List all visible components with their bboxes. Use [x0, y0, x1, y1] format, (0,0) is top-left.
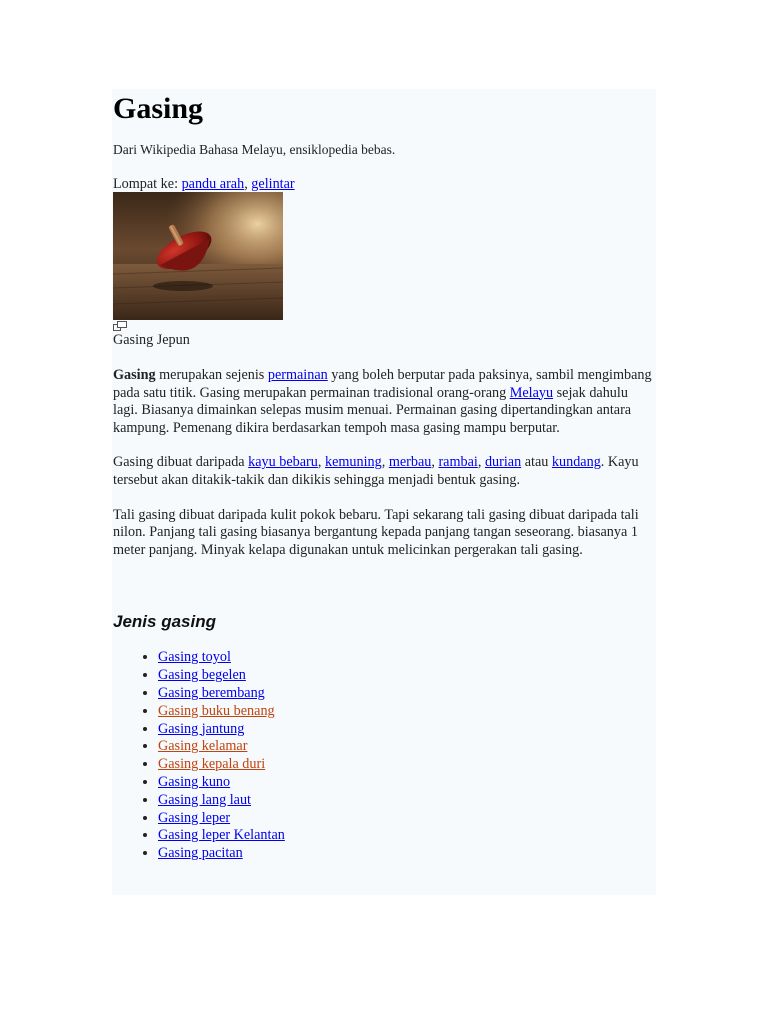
para1-text-1: merupakan sejenis [155, 367, 268, 383]
list-item [158, 667, 653, 685]
list-item [158, 792, 653, 810]
gasing-types-list [113, 649, 653, 863]
para2-text-2: . Kayu tersebut akan ditakik-takik dan dikikis sehingga menjadi bentuk gasing. [113, 454, 639, 488]
gasing-type-link[interactable]: Gasing kuno [158, 773, 231, 790]
jump-links [113, 176, 653, 192]
para2-sep: , [381, 454, 389, 471]
term-bold: Gasing [113, 367, 156, 383]
link-merbau[interactable]: merbau [388, 454, 432, 471]
gasing-type-link[interactable]: Gasing kepala duri [158, 756, 266, 773]
intro-paragraph [113, 367, 653, 437]
para2-sep: , [431, 454, 439, 471]
link-kayu-bebaru[interactable]: kayu bebaru [248, 454, 318, 471]
gasing-type-link[interactable]: Gasing jantung [158, 720, 245, 737]
gasing-type-link[interactable]: Gasing berembang [158, 684, 265, 701]
jump-separator: , [244, 176, 248, 192]
link-permainan[interactable]: permainan [267, 367, 328, 383]
link-kundang[interactable]: kundang [551, 454, 601, 471]
gasing-type-link[interactable]: Gasing kelamar [158, 738, 248, 755]
list-item [158, 649, 653, 667]
gasing-type-link[interactable]: Gasing begelen [158, 667, 246, 684]
list-item [158, 810, 653, 828]
list-item [158, 703, 653, 721]
list-item [158, 756, 653, 774]
link-durian[interactable]: durian [484, 454, 522, 471]
page-title: Gasing [113, 92, 204, 125]
list-item [158, 845, 653, 863]
para2-text-1: Gasing dibuat daripada [113, 454, 249, 471]
list-item [158, 827, 653, 845]
gasing-type-link[interactable]: Gasing pacitan [158, 845, 243, 862]
jump-link-navigation[interactable]: pandu arah [181, 176, 245, 192]
gasing-type-link[interactable]: Gasing toyol [158, 649, 231, 666]
link-rambai[interactable]: rambai [438, 454, 478, 471]
figure-caption: Gasing Jepun [113, 332, 190, 348]
article-content [113, 92, 653, 863]
jump-link-search[interactable]: gelintar [251, 176, 295, 192]
para1-text-3: sejak dahulu lagi. Biasanya dimainkan selepas musim menuai. Permainan gasing dipertandingkan antara kampung. Pemenang dikira berdasarkan tempoh masa gasing mampu berputar. [113, 384, 632, 436]
gasing-type-link[interactable]: Gasing lang laut [158, 791, 251, 808]
enlarge-icon[interactable] [113, 321, 127, 331]
link-kemuning[interactable]: kemuning [324, 454, 382, 471]
gasing-type-link[interactable]: Gasing leper Kelantan [158, 827, 285, 844]
spinning-top-photo[interactable] [113, 192, 283, 320]
list-item [158, 738, 653, 756]
link-melayu[interactable]: Melayu [509, 384, 554, 401]
article-figure [113, 192, 653, 348]
page-subtitle: Dari Wikipedia Bahasa Melayu, ensiklopedia bebas. [113, 142, 396, 157]
jump-prefix: Lompat ke: [113, 176, 179, 192]
para2-atau: atau [521, 454, 552, 471]
string-paragraph: Tali gasing dibuat daripada kulit pokok bebaru. Tapi sekarang tali gasing dibuat daripada tali nilon. Panjang tali gasing biasanya bergantung kepada panjang tangan seseorang. biasanya 1 meter panjang. Minyak kelapa digunakan untuk melicinkan pergerakan tali gasing. [113, 506, 639, 558]
para2-sep: , [477, 454, 485, 471]
list-item [158, 774, 653, 792]
list-item [158, 721, 653, 739]
materials-paragraph [113, 454, 653, 489]
list-item [158, 685, 653, 703]
para2-sep: , [317, 454, 325, 471]
para1-text-2: yang boleh berputar pada paksinya, sambil mengimbang pada satu titik. Gasing merupakan permainan tradisional orang-orang [113, 367, 652, 401]
section-heading: Jenis gasing [113, 612, 216, 632]
gasing-type-link[interactable]: Gasing leper [158, 809, 231, 826]
gasing-type-link[interactable]: Gasing buku benang [158, 702, 275, 719]
